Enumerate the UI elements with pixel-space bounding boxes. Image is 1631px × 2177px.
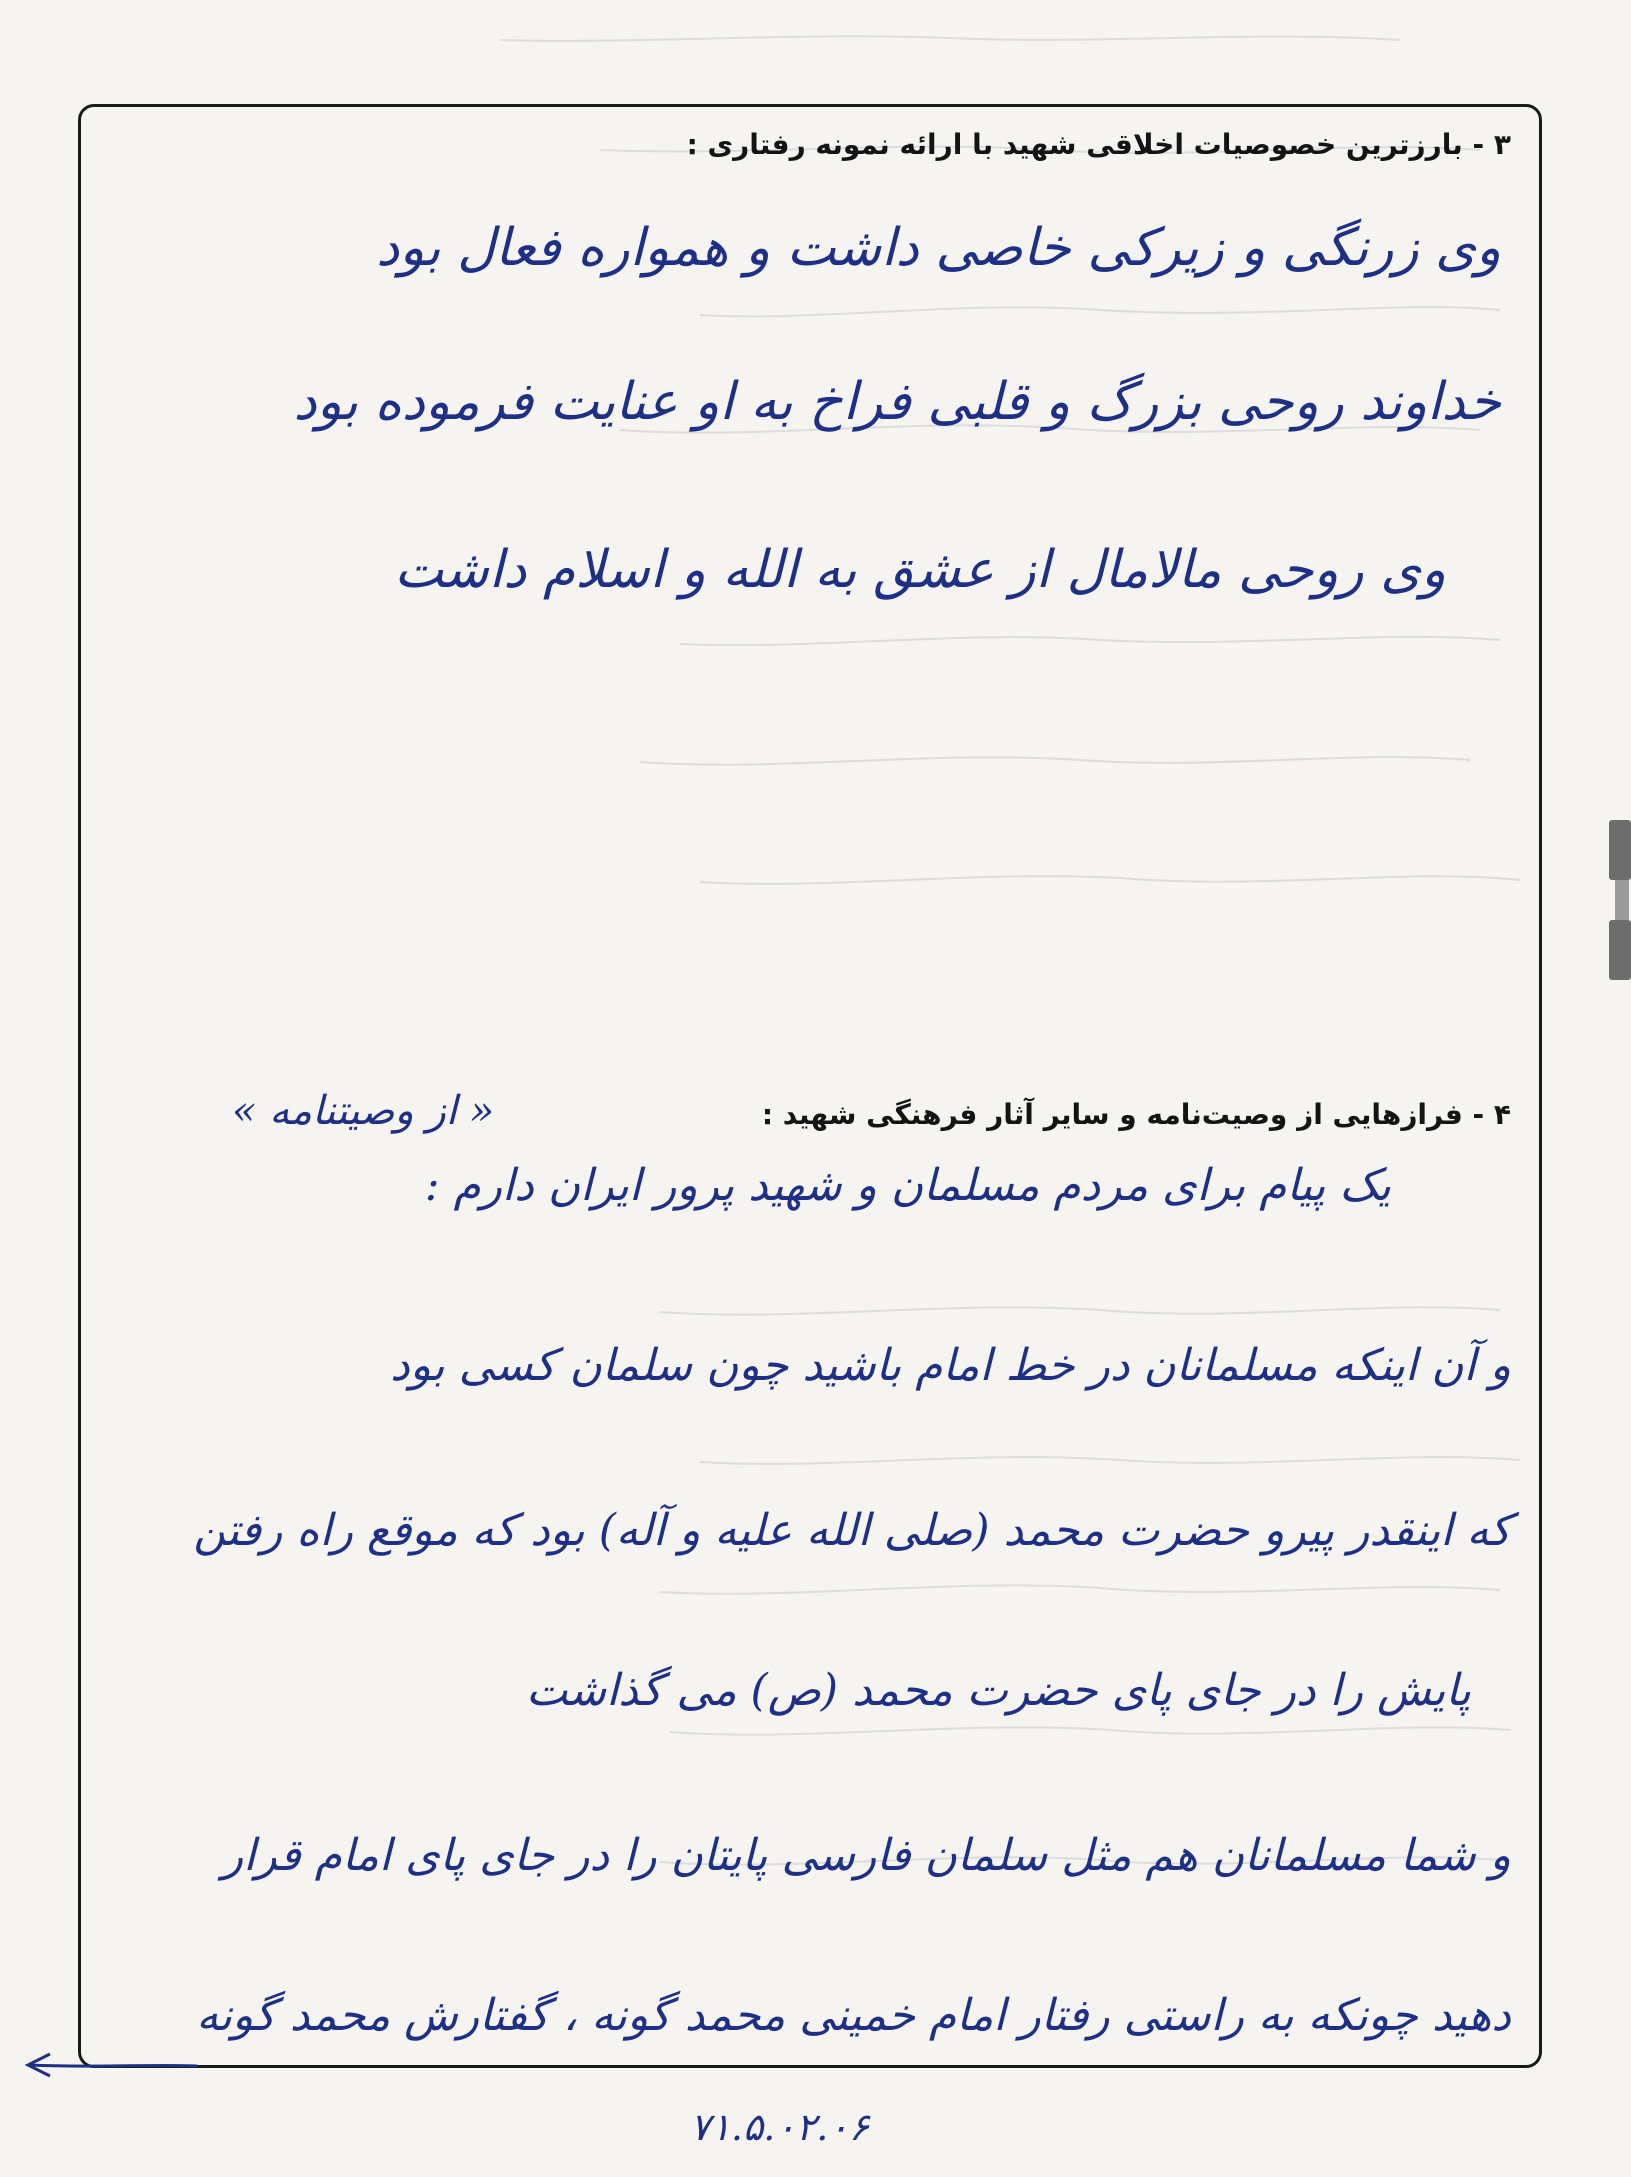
section-4-line-4: پایش را در جای پای حضرت محمد (ص) می گذاشت [526, 1665, 1471, 1716]
section-4-line-1: یک پیام برای مردم مسلمان و شهید پرور ایران دارم : [424, 1160, 1391, 1211]
section-4-line-5: و شما مسلمانان هم مثل سلمان فارسی پایتان را در جای پای امام قرار [221, 1830, 1511, 1881]
section-4-heading: ۴ - فرازهایی از وصیت‌نامه و سایر آثار فرهنگی شهید : [761, 1098, 1511, 1131]
section-3-line-1: وی زرنگی و زیرکی خاصی داشت و همواره فعال بود [376, 218, 1501, 278]
section-4-line-2: و آن اینکه مسلمانان در خط امام باشید چون سلمان کسی بود [390, 1340, 1511, 1391]
section-4-line-6: دهید چونکه به راستی رفتار امام خمینی محمد گونه ، گفتارش محمد گونه [196, 1990, 1511, 2041]
section-4-heading-note: « از وصیتنامه » [232, 1088, 495, 1134]
date-note: ۷۱.۵.۰۲.۰۶ [690, 2105, 870, 2149]
section-3-line-2: خداوند روحی بزرگ و قلبی فراخ به او عنایت فرموده بود [293, 372, 1501, 432]
section-4-line-3: که اینقدر پیرو حضرت محمد (صلی الله علیه و آله) بود که موقع راه رفتن [193, 1505, 1511, 1556]
section-3-line-3: وی روحی مالامال از عشق به الله و اسلام داشت [394, 540, 1446, 600]
section-3-heading: ۳ - بارزترین خصوصیات اخلاقی شهید با ارائه نمونه رفتاری : [686, 128, 1511, 161]
binder-clip [1605, 800, 1631, 1000]
left-arrow-icon [22, 2050, 202, 2080]
